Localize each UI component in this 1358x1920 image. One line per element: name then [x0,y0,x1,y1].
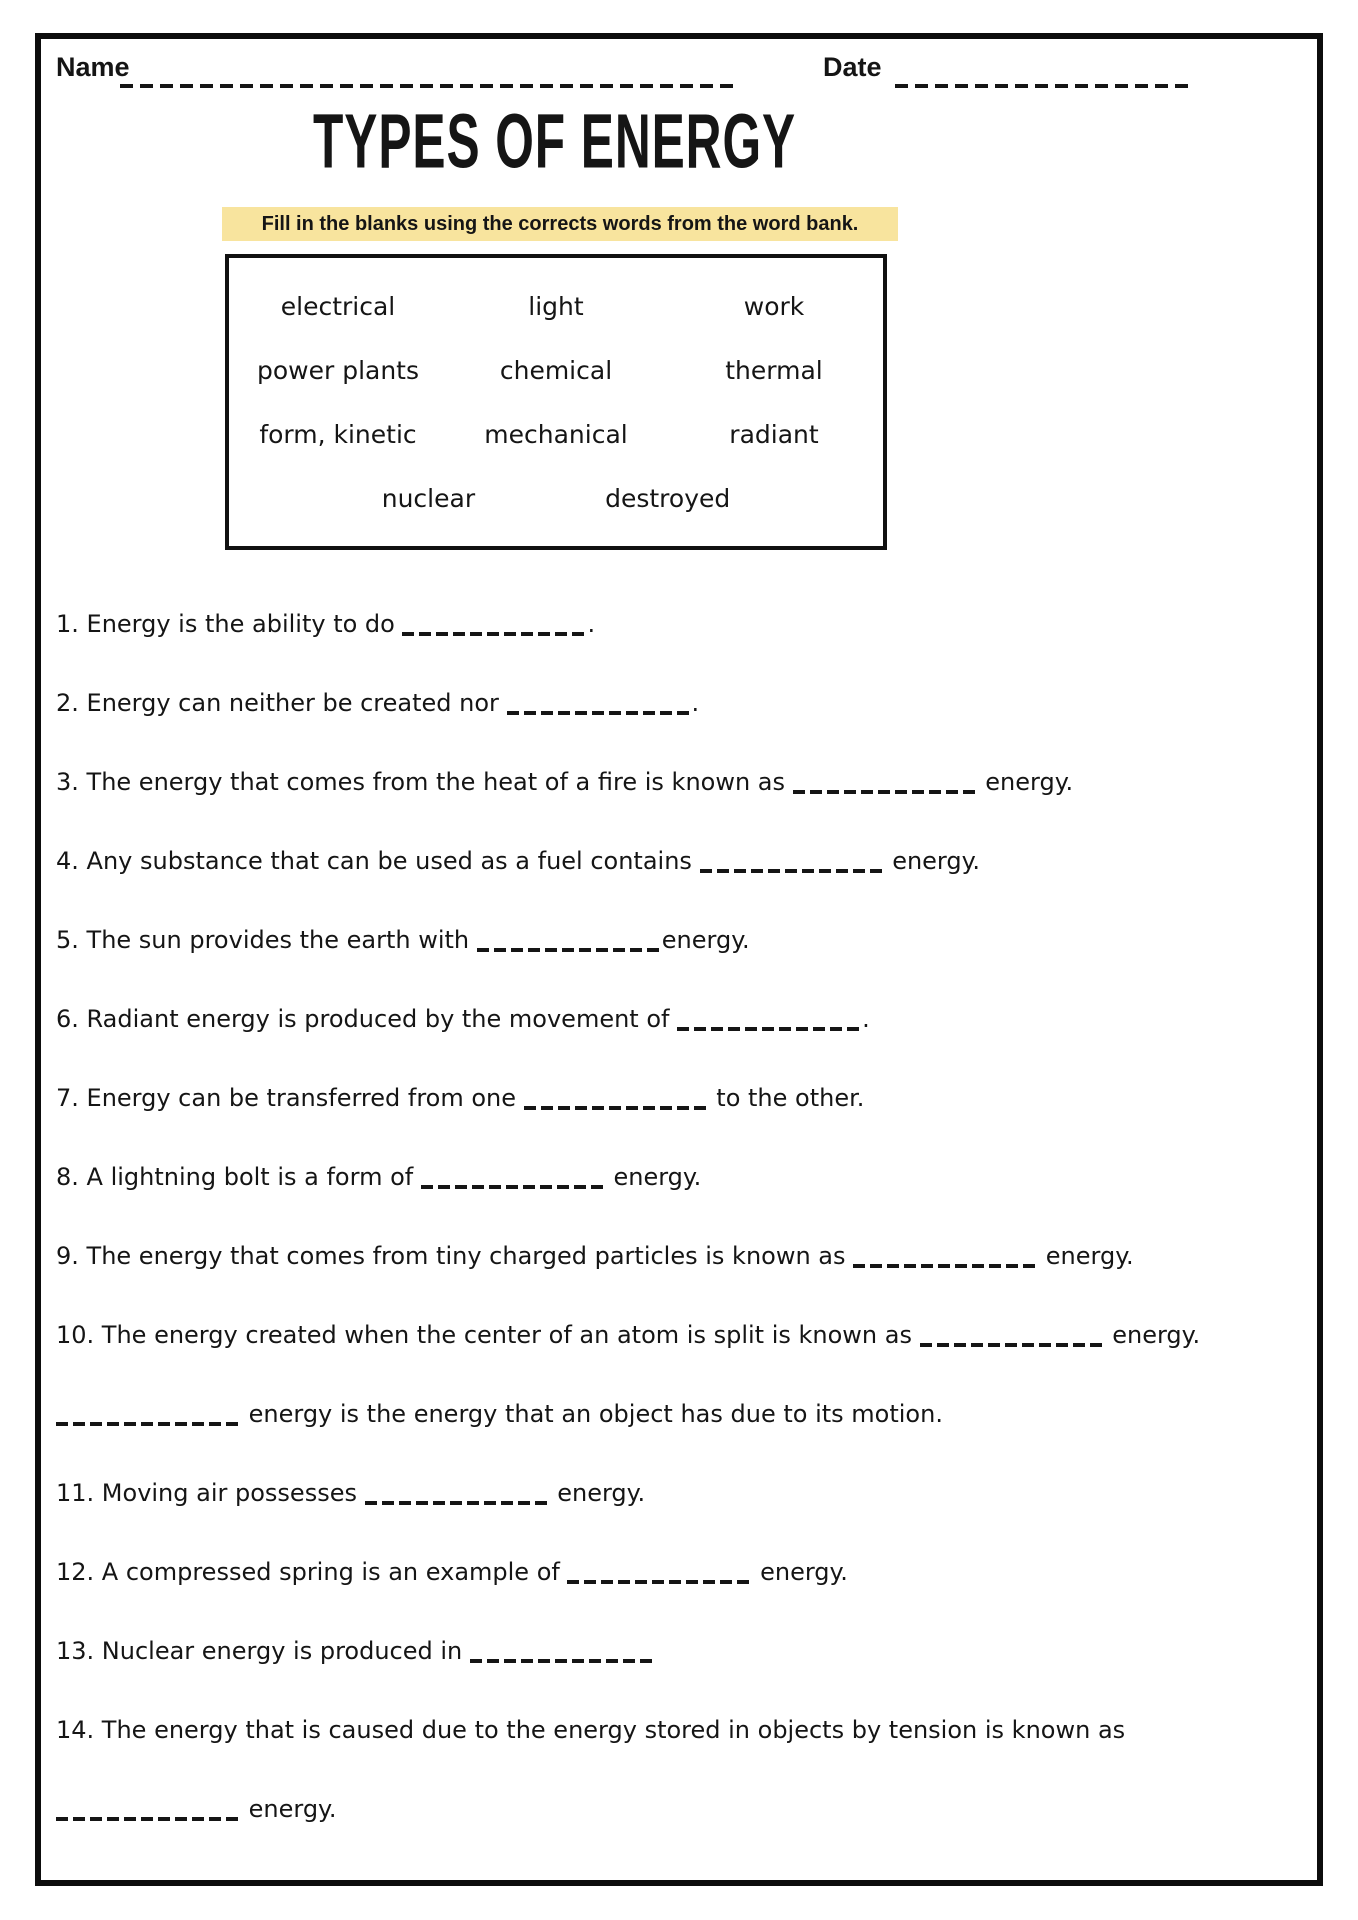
question-text: energy. [752,1558,848,1586]
word-bank-row [229,466,883,530]
question-number: 14. [56,1716,102,1744]
question-text: Any substance that can be used as a fuel contains [86,847,700,875]
question-row [56,768,1308,847]
question-text: to the other. [708,1084,865,1112]
answer-blank [524,1094,709,1110]
question-text: . [587,610,596,638]
word-bank-item: destroyed [605,483,731,513]
word-bank-item: work [743,291,805,321]
question-row [56,847,1308,926]
question-row [56,926,1308,1005]
question-text: Energy can be transferred from one [86,1084,524,1112]
question-text: energy. [241,1795,337,1823]
word-bank-item: radiant [729,419,819,449]
question-row [56,1795,1308,1874]
answer-blank [700,857,885,873]
answer-blank [677,1015,862,1031]
word-bank-item: power plants [256,355,420,385]
question-text: A compressed spring is an example of [101,1558,568,1586]
word-bank-item: light [528,291,584,321]
question-text: energy. [661,926,750,954]
question-row [56,1558,1308,1637]
question-row [56,1400,1308,1479]
question-number: 13. [56,1637,102,1665]
question-text: A lightning bolt is a form of [86,1163,421,1191]
word-bank-item: thermal [725,355,823,385]
question-number: 12. [56,1558,102,1586]
word-bank-item: electrical [280,291,396,321]
question-text: The energy created when the center of an atom is split is known as [101,1321,920,1349]
instruction-highlight: Fill in the blanks using the corrects words from the word bank. [222,207,898,241]
question-number: 7. [56,1084,87,1112]
question-row [56,689,1308,768]
word-bank-row [229,338,883,402]
question-text: The energy that is caused due to the energy stored in objects by tension is known as [101,1716,1126,1744]
question-row [56,1163,1308,1242]
question-row [56,1005,1308,1084]
answer-blank [365,1489,550,1505]
question-number: 6. [56,1005,87,1033]
question-row [56,1084,1308,1163]
question-number: 11. [56,1479,102,1507]
question-text: . [862,1005,870,1033]
answer-blank [421,1173,606,1189]
question-number: 10. [56,1321,102,1349]
question-row [56,1637,1308,1716]
question-text: energy. [1104,1321,1201,1349]
question-number: 5. [56,926,87,954]
page-title [255,98,855,185]
questions [56,610,1308,1874]
question-text: The sun provides the earth with [86,926,477,954]
question-text: Energy can neither be created nor [86,689,507,717]
word-bank-row [229,274,883,338]
name-label: Name [56,52,130,82]
date-write-line [895,84,1195,88]
question-text: energy is the energy that an object has due to its motion. [241,1400,943,1428]
word-bank [225,254,887,550]
answer-blank [56,1410,241,1426]
date-label: Date [823,52,882,82]
question-number: 2. [56,689,87,717]
question-text: energy. [977,768,1074,796]
word-bank-row [229,402,883,466]
question-text: energy. [549,1479,646,1507]
question-text: The energy that comes from the heat of a fire is known as [86,768,793,796]
answer-blank [402,620,587,636]
page-title-text: TYPES OF ENERGY [313,99,797,185]
question-number: 1. [56,610,87,638]
word-bank-item: form, kinetic [259,419,417,449]
answer-blank [920,1331,1105,1347]
question-text: Radiant energy is produced by the movement of [86,1005,678,1033]
question-row [56,1321,1308,1400]
answer-blank [793,778,978,794]
question-row [56,610,1308,689]
word-bank-item: chemical [499,355,613,385]
question-text: energy. [1038,1242,1134,1270]
answer-blank [56,1805,241,1821]
question-text: energy. [605,1163,702,1191]
question-row [56,1479,1308,1558]
answer-blank [477,936,662,952]
question-text: . [691,689,700,717]
question-number: 4. [56,847,87,875]
question-row [56,1242,1308,1321]
question-text: Nuclear energy is produced in [101,1637,470,1665]
question-text: Moving air possesses [101,1479,365,1507]
answer-blank [470,1647,655,1663]
word-bank-item: nuclear [381,483,476,513]
answer-blank [507,699,692,715]
word-bank-item: mechanical [484,419,628,449]
question-text: Energy is the ability to do [86,610,403,638]
answer-blank [853,1252,1038,1268]
question-text: energy. [884,847,981,875]
question-text: The energy that comes from tiny charged particles is known as [86,1242,854,1270]
question-number: 3. [56,768,87,796]
answer-blank [567,1568,752,1584]
question-number: 9. [56,1242,87,1270]
name-write-line [120,84,735,88]
question-row [56,1716,1308,1795]
question-number: 8. [56,1163,87,1191]
